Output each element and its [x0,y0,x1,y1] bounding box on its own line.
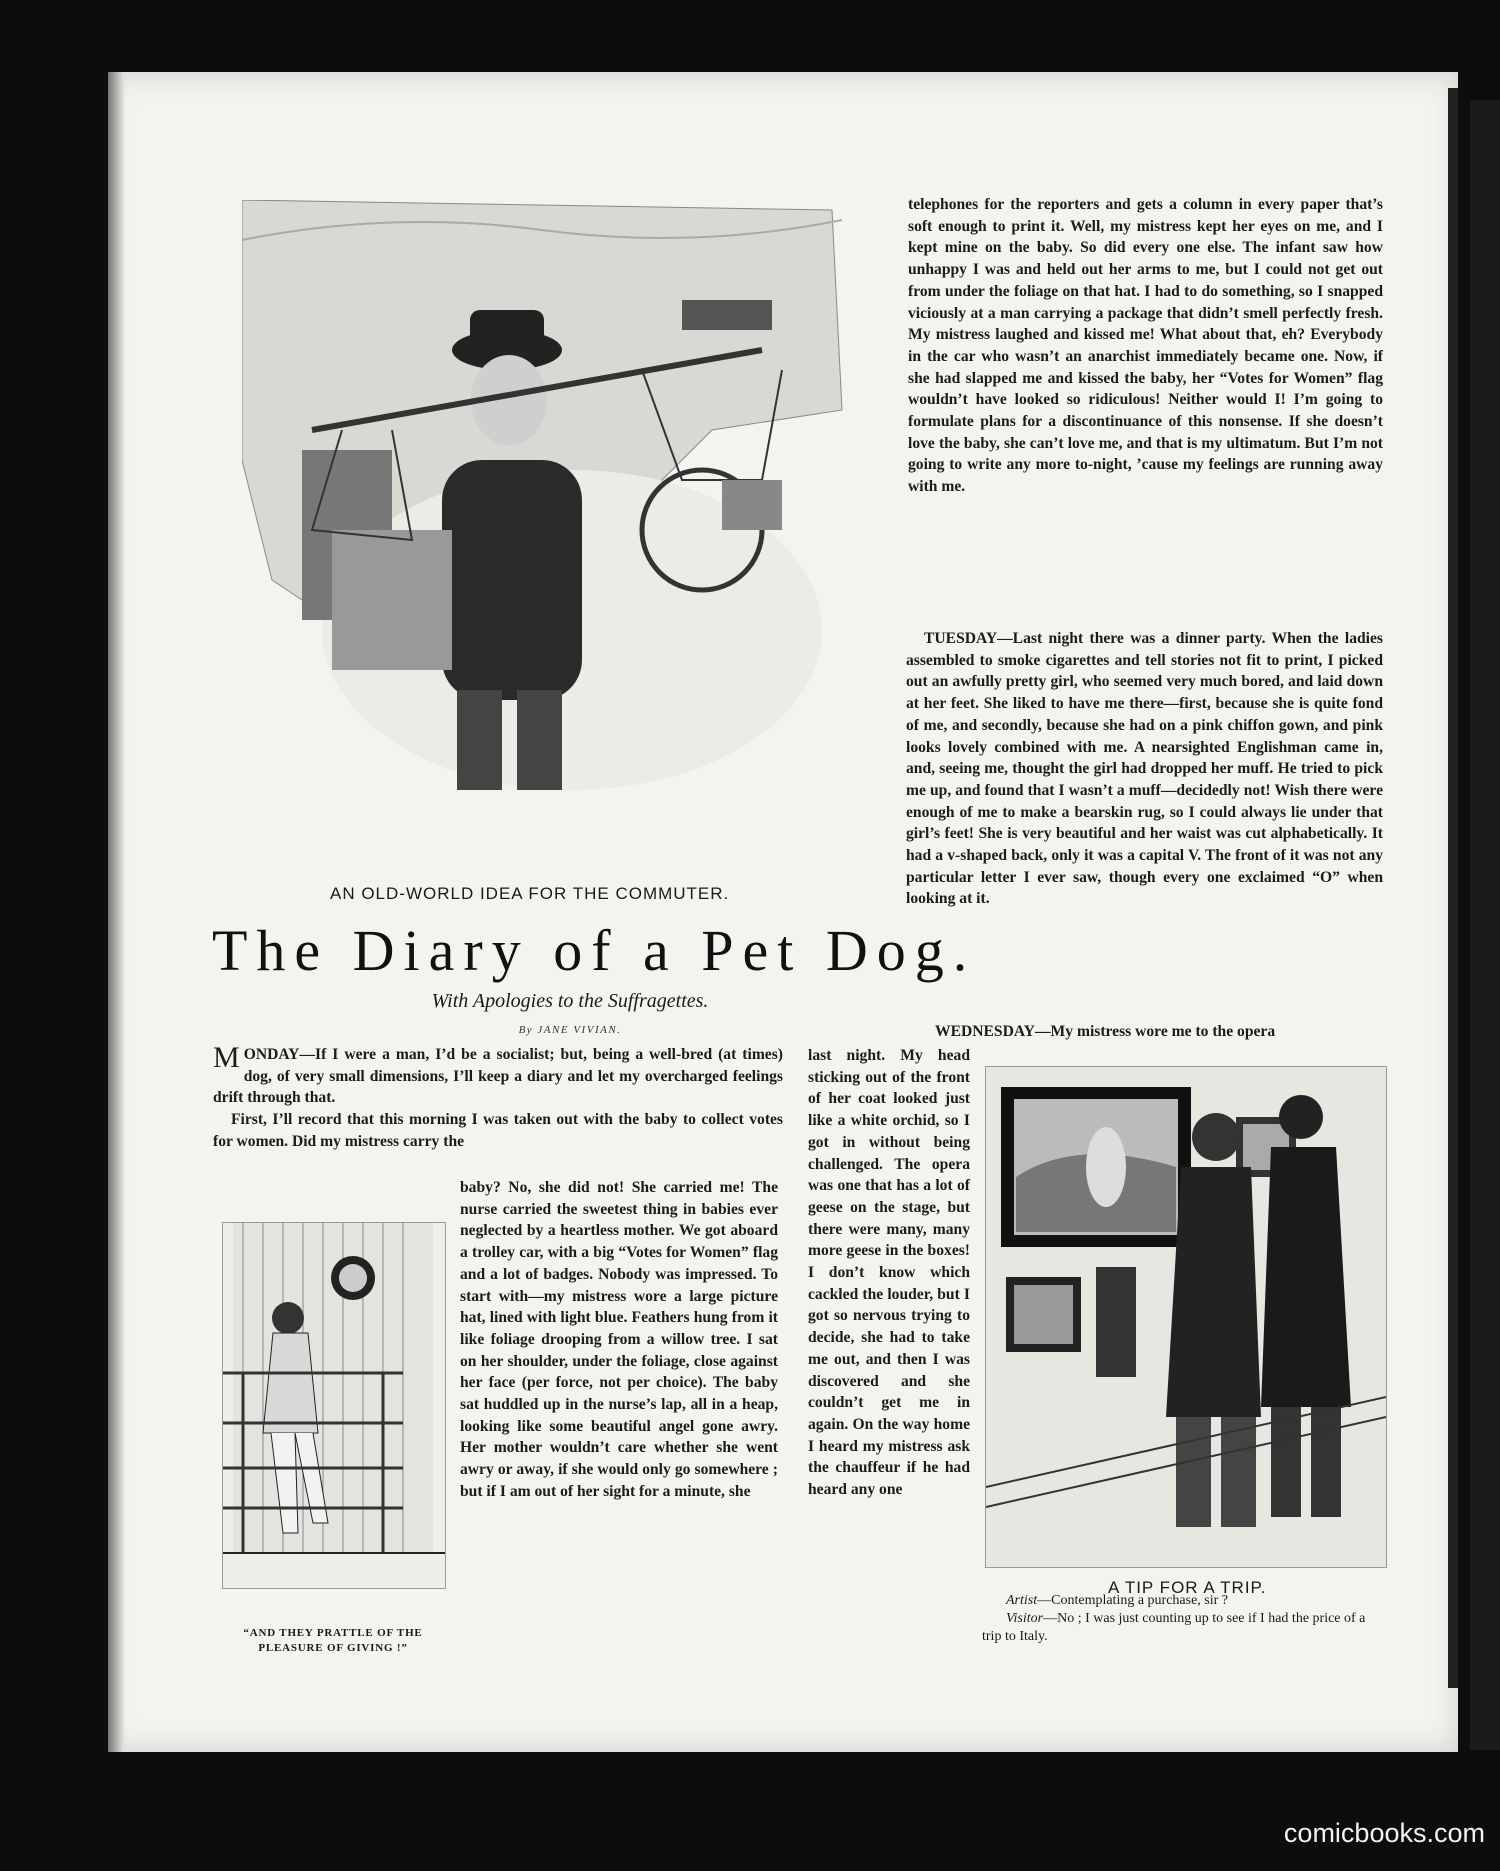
right-column-top: telephones for the reporters and gets a column in every paper that’s soft enough to print it. Well, my mistress kept her eyes on me, and I kept mine on the baby. So did every one else. The infant saw how unhappy I was and held out her arms to me, but I could not get out from under the foliage on that hat. I had to do something, so I snapped viciously at a man carrying a package that didn’t smell perfectly fresh. My mistress laughed and kissed me! What about that, eh? Everybody in the car who wasn’t an anarchist immediately became one. Now, if she had slapped me and kissed the baby, her “Votes for Women” flag wouldn’t have looked so ridiculous! Neither would I! I’m going to formulate plans for a discontinuance of this nonsense. If she doesn’t love the baby, she can’t love me, and that is my ultimatum. But I’m not going to write any more to-night, ’cause my feelings are running away with me. [908,196,1383,496]
binding-strip [1470,100,1500,1750]
tuesday-entry: TUESDAY—Last night there was a dinner party. When the ladies assembled to smoke cigarettes and tell stories not fit to print, I picked out an awfully pretty girl, who seemed very much bored, and laid down at her feet. She liked to have me there—first, because she is quite fond of me, and secondly, because she had on a pink chiffon gown, and pink looks lovely combined with me. A nearsighted Englishman came in, and, seeing me, thought the girl had dropped her muff. He tried to pick me up, and found that I wasn’t a muff—decidedly not! Wish there were enough of me to make a bearskin rug, so I could always lie under that girl’s feet! She is very beautiful and her waist was cut alphabetically. It had a v-shaped back, only it was a capital V. The front of it was not any particular letter I ever saw, though every one exclaimed “O” when looking at it. [906,630,1383,908]
drop-cap: M [213,1041,240,1074]
watermark: comicbooks.com [1283,1818,1485,1848]
tip-dialogue [982,1592,1387,1646]
ship-rail-drawing [223,1223,445,1588]
commuter-drawing [242,200,852,800]
visitor-line: —No ; I was just counting up to see if I had the price of a trip to Italy. [982,1611,1366,1644]
gallery-illustration [985,1066,1387,1568]
right-illustration-caption: A TIP FOR A TRIP. [1108,1578,1267,1597]
left-caption-line1: “AND THEY PRATTLE OF THE [243,1627,423,1639]
article-title: The Diary of a Pet Dog. [212,918,977,983]
tip-line-artist [982,1592,1387,1610]
monday-text: ONDAY—If I were a man, I’d be a socialist; but, being a well-bred (at times) dog, of very small dimensions, I’ll keep a diary and let my overcharged feelings drift through that. [213,1046,783,1107]
visitor-speaker: Visitor [1006,1611,1044,1626]
commuter-illustration [242,200,852,800]
page-edge [1448,88,1458,1688]
gallery-drawing [986,1067,1386,1567]
ship-rail-illustration [222,1222,446,1589]
page-gutter [108,72,124,1752]
top-illustration-caption: AN OLD-WORLD IDEA FOR THE COMMUTER. [330,884,730,903]
article-subtitle: With Apologies to the Suffragettes. [431,990,709,1012]
wednesday-entry: WEDNESDAY—My mistress wore me to the opera [935,1023,1276,1040]
tip-line-visitor [982,1610,1387,1646]
monday-first-paragraph: First, I’ll record that this morning I was taken out with the baby to collect votes for women. Did my mistress carry the [213,1111,783,1150]
monday-lead [213,1041,783,1153]
artist-speaker: Artist [1006,1593,1038,1608]
column-one-continued: baby? No, she did not! She carried me! The nurse carried the sweetest thing in babies ever neglected by a heartless mother. We got aboard a trolley car, with a big “Votes for Women” flag and a lot of badges. Nobody was impressed. To start with—my mistress wore a large picture hat, lined with light blue. Feathers hung from it like foliage drooping from a willow tree. I sat on her shoulder, under the foliage, close against her face (per force, not per choice). The baby sat huddled up in the nurse’s lap, all in a heap, looking like some beautiful angel gone awry. Her mother wouldn’t care whether she went awry or away, if she would only go somewhere ; but if I am out of her sight for a minute, she [460,1179,778,1500]
column-two: last night. My head sticking out of the front of her coat looked just like a white orchid, so I got in without being challenged. The opera was one that has a lot of geese on the stage, but there were many, many more geese in the boxes! I don’t know which cackled the louder, but I got so nervous trying to decide, she had to take me out, and then I was discovered and she couldn’t get me in again. On the way home I heard my mistress ask the chauffeur if he had heard any one [808,1047,970,1499]
left-illustration-caption [216,1626,450,1656]
article-byline: By JANE VIVIAN. [518,1024,622,1036]
left-caption-line2: PLEASURE OF GIVING !” [258,1642,408,1654]
artist-line: —Contemplating a purchase, sir ? [1037,1593,1229,1608]
